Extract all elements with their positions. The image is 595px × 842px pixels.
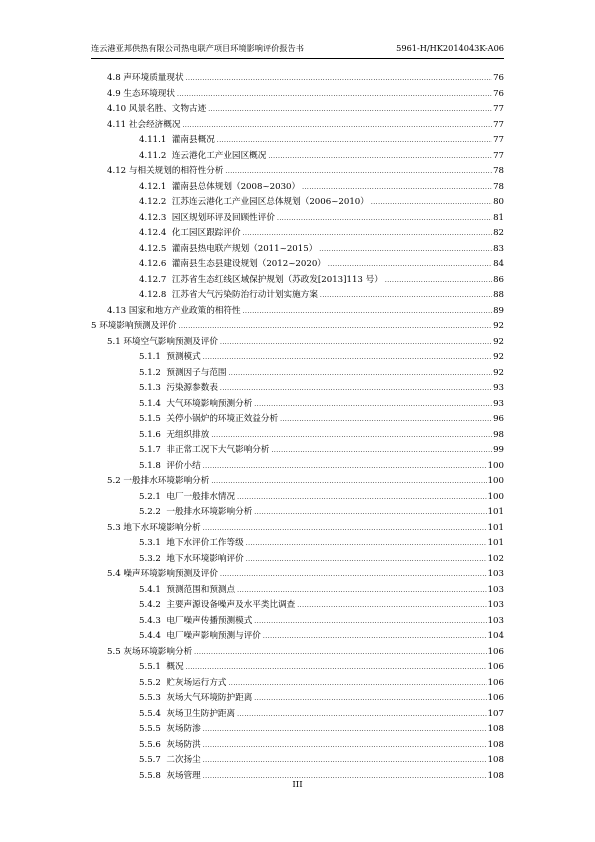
toc-leader-dots — [280, 412, 492, 428]
toc-entry-title — [139, 211, 276, 227]
toc-entry-title — [107, 645, 193, 661]
toc-entry-page: 100 — [487, 460, 504, 471]
toc-entry-label: 化工园区跟踪评价 — [171, 228, 241, 238]
toc-entry-page: 103 — [487, 584, 504, 595]
toc-leader-dots — [246, 536, 487, 552]
toc-entry-title — [139, 273, 384, 289]
toc-leader-dots — [302, 180, 492, 196]
toc-entry-number: 4.10 — [107, 104, 127, 114]
toc-entry-number: 5.5.7 — [139, 755, 161, 765]
toc-entry-number: 5.5.3 — [139, 693, 161, 703]
toc-entry[interactable] — [91, 629, 504, 645]
toc-entry-label: 贮灰场运行方式 — [166, 677, 227, 688]
header-report-title: 连云港亚邦供热有限公司热电联产项目环境影响评价报告书 — [91, 43, 304, 53]
toc-entry-page: 108 — [487, 770, 504, 781]
toc-entry[interactable] — [91, 71, 504, 87]
toc-entry-page: 82 — [493, 228, 504, 238]
toc-entry-label: 一般排水环境影响分析 — [166, 507, 253, 517]
toc-entry-label: 风景名胜、文物古迹 — [128, 104, 207, 114]
toc-entry-number: 4.12.6 — [139, 259, 167, 269]
toc-entry-label: 灰场防洪 — [166, 739, 201, 750]
toc-entry-page: 77 — [493, 119, 504, 130]
toc-entry-title — [139, 583, 236, 599]
toc-leader-dots — [217, 133, 492, 149]
toc-entry-number: 5.1.4 — [139, 398, 161, 409]
toc-entry-title — [139, 180, 301, 196]
toc-entry[interactable] — [91, 753, 504, 769]
toc-entry-label: 主要声源设备噪声及水平类比调查 — [166, 600, 296, 610]
toc-leader-dots — [211, 474, 486, 490]
toc-leader-dots — [271, 443, 492, 459]
toc-entry-number: 4.12.8 — [139, 290, 167, 300]
toc-entry-number: 5.1.1 — [139, 352, 161, 362]
toc-entry-page: 103 — [487, 600, 504, 610]
toc-entry-title — [139, 722, 202, 738]
toc-entry-label: 社会经济概况 — [128, 119, 181, 130]
toc-entry-label: 预测因子与范围 — [166, 367, 227, 378]
toc-entry-title — [139, 536, 245, 552]
toc-entry-number: 5.5 — [107, 646, 121, 657]
toc-entry-title — [139, 288, 319, 304]
toc-entry[interactable] — [91, 691, 504, 707]
toc-entry-label: 预测模式 — [166, 352, 201, 362]
toc-entry-title — [139, 133, 216, 149]
toc-entry-number: 4.12.1 — [139, 181, 167, 192]
toc-leader-dots — [237, 490, 486, 506]
toc-entry-page: 81 — [493, 212, 504, 223]
toc-entry[interactable] — [91, 102, 504, 118]
toc-entry[interactable] — [91, 614, 504, 630]
toc-entry-page: 103 — [487, 615, 504, 626]
toc-entry[interactable] — [91, 490, 504, 506]
toc-entry[interactable] — [91, 304, 504, 320]
toc-entry-title — [139, 660, 185, 676]
toc-entry[interactable] — [91, 273, 504, 289]
toc-entry-title — [107, 567, 219, 583]
toc-entry-title — [139, 707, 236, 723]
toc-entry-number: 5.3.2 — [139, 553, 161, 564]
toc-entry-title — [139, 614, 253, 630]
toc-entry-title — [107, 118, 181, 134]
toc-entry-number: 5.4 — [107, 569, 121, 579]
toc-leader-dots — [177, 87, 492, 103]
toc-entry-title — [139, 598, 296, 614]
header-rule — [91, 58, 504, 59]
toc-entry-title — [91, 319, 178, 335]
toc-entry-title — [139, 691, 253, 707]
toc-leader-dots — [371, 195, 492, 211]
toc-entry-page: 83 — [493, 243, 504, 254]
toc-entry-page: 78 — [493, 166, 504, 176]
toc-leader-dots — [186, 660, 487, 676]
toc-entry-label: 二次扬尘 — [166, 755, 201, 765]
toc-leader-dots — [229, 676, 487, 692]
toc-entry-number: 5.1.2 — [139, 367, 161, 378]
toc-entry-number: 5.1 — [107, 336, 121, 347]
toc-leader-dots — [211, 428, 492, 444]
toc-entry-number: 4.9 — [107, 88, 121, 99]
toc-entry-page: 108 — [487, 739, 504, 750]
toc-entry[interactable] — [91, 722, 504, 738]
toc-entry-label: 地下水环境影响分析 — [123, 522, 201, 533]
toc-entry-page: 100 — [487, 491, 504, 502]
toc-entry[interactable] — [91, 381, 504, 397]
toc-entry-label: 灰场防渗 — [166, 724, 201, 734]
toc-entry-number: 5.1.8 — [139, 460, 161, 471]
toc-leader-dots — [203, 722, 487, 738]
toc-leader-dots — [229, 366, 493, 382]
toc-entry-title — [139, 552, 245, 568]
toc-entry-number: 4.11.1 — [139, 135, 167, 145]
toc-entry-number: 4.12 — [107, 166, 127, 176]
toc-entry-number: 5.4.1 — [139, 584, 161, 595]
toc-entry-label: 江苏省大气污染防治行动计划实施方案 — [171, 290, 318, 300]
toc-entry-label: 灌南县概况 — [171, 135, 215, 145]
toc-leader-dots — [297, 598, 486, 614]
toc-leader-dots — [203, 753, 487, 769]
toc-entry[interactable] — [91, 87, 504, 103]
toc-entry-number: 4.12.2 — [139, 197, 167, 207]
toc-entry-number: 5.4.2 — [139, 600, 161, 610]
toc-entry-label: 噪声环境影响预测及评价 — [123, 569, 218, 579]
toc-entry-page: 106 — [487, 662, 504, 672]
toc-entry-number: 4.8 — [107, 73, 121, 83]
toc-entry[interactable] — [91, 598, 504, 614]
toc-entry-title — [139, 149, 267, 165]
toc-entry-number: 5.4.4 — [139, 631, 161, 641]
toc-entry-label: 声环境质量现状 — [123, 73, 184, 83]
toc-entry-page: 108 — [487, 755, 504, 765]
toc-leader-dots — [237, 707, 486, 723]
toc-entry-page: 92 — [493, 367, 504, 378]
table-of-contents — [91, 71, 504, 784]
toc-entry-page: 77 — [493, 135, 504, 145]
toc-entry-page: 106 — [487, 677, 504, 688]
toc-entry-number: 5.2.1 — [139, 491, 161, 502]
toc-leader-dots — [220, 335, 492, 351]
toc-entry-title — [139, 242, 318, 258]
toc-leader-dots — [263, 629, 487, 645]
toc-entry-number: 5.5.2 — [139, 677, 161, 688]
toc-leader-dots — [268, 149, 492, 165]
toc-entry-page: 102 — [487, 553, 504, 564]
toc-entry[interactable] — [91, 180, 504, 196]
toc-entry-page: 93 — [493, 398, 504, 409]
toc-entry-number: 5.3 — [107, 522, 121, 533]
toc-entry-title — [139, 459, 202, 475]
toc-entry-page: 101 — [487, 507, 504, 517]
toc-entry-title — [139, 397, 253, 413]
toc-entry[interactable] — [91, 211, 504, 227]
toc-entry-title — [139, 753, 202, 769]
toc-leader-dots — [254, 691, 486, 707]
toc-entry-page: 106 — [487, 646, 504, 657]
toc-entry[interactable] — [91, 288, 504, 304]
toc-entry-title — [139, 738, 202, 754]
toc-entry-page: 98 — [493, 429, 504, 440]
toc-entry[interactable] — [91, 660, 504, 676]
toc-entry-page: 88 — [493, 290, 504, 300]
toc-entry-page: 92 — [493, 352, 504, 362]
toc-leader-dots — [225, 164, 492, 180]
toc-entry-number: 5.5.8 — [139, 770, 161, 781]
toc-entry-title — [107, 87, 176, 103]
toc-entry-label: 电厂一般排水情况 — [166, 491, 236, 502]
toc-entry-page: 103 — [487, 569, 504, 579]
toc-entry-label: 环境影响预测及评价 — [99, 321, 177, 331]
toc-entry[interactable] — [91, 226, 504, 242]
toc-entry[interactable] — [91, 335, 504, 351]
toc-entry-number: 5.1.6 — [139, 429, 161, 440]
toc-entry-label: 灌南县热电联产规划（2011~2015） — [171, 243, 318, 254]
toc-entry-title — [139, 366, 228, 382]
toc-entry-number: 5.5.5 — [139, 724, 161, 734]
toc-entry-number: 4.12.5 — [139, 243, 167, 254]
toc-entry-title — [107, 335, 219, 351]
toc-entry[interactable] — [91, 707, 504, 723]
toc-entry[interactable] — [91, 319, 504, 335]
toc-entry-label: 灰场管理 — [166, 770, 201, 781]
toc-leader-dots — [320, 288, 492, 304]
toc-entry[interactable] — [91, 257, 504, 273]
toc-entry-title — [139, 629, 262, 645]
toc-entry[interactable] — [91, 133, 504, 149]
toc-entry-number: 4.13 — [107, 305, 127, 316]
toc-entry-page: 107 — [487, 708, 504, 719]
toc-entry-label: 无组织排放 — [166, 429, 210, 440]
toc-leader-dots — [203, 459, 487, 475]
toc-entry[interactable] — [91, 164, 504, 180]
toc-entry-page: 99 — [493, 445, 504, 455]
toc-entry-label: 地下水环境影响评价 — [166, 553, 244, 564]
toc-leader-dots — [203, 350, 492, 366]
toc-entry[interactable] — [91, 350, 504, 366]
toc-entry-number: 5.2 — [107, 476, 121, 486]
toc-entry-page: 104 — [487, 631, 504, 641]
toc-leader-dots — [385, 273, 492, 289]
toc-entry[interactable] — [91, 474, 504, 490]
toc-entry-title — [107, 304, 242, 320]
toc-entry-page: 78 — [493, 181, 504, 192]
toc-leader-dots — [179, 319, 493, 335]
toc-entry-title — [107, 102, 207, 118]
toc-entry-page: 92 — [493, 321, 504, 331]
toc-entry-title — [139, 257, 327, 273]
toc-entry-number: 4.12.4 — [139, 228, 167, 238]
toc-entry-page: 80 — [493, 197, 504, 207]
page-number: III — [292, 780, 303, 790]
toc-entry[interactable] — [91, 536, 504, 552]
toc-entry[interactable] — [91, 443, 504, 459]
toc-entry-number: 4.11 — [107, 119, 127, 130]
toc-entry-page: 76 — [493, 73, 504, 83]
toc-entry-label: 概况 — [166, 662, 184, 672]
toc-entry-label: 地下水评价工作等级 — [166, 538, 244, 548]
toc-leader-dots — [254, 505, 486, 521]
toc-entry-number: 5.1.7 — [139, 445, 161, 455]
toc-entry-title — [139, 381, 219, 397]
toc-entry-label: 非正常工况下大气影响分析 — [166, 445, 270, 455]
toc-entry-page: 77 — [493, 150, 504, 161]
toc-entry-number: 4.12.3 — [139, 212, 167, 223]
toc-entry-label: 电厂噪声影响预测与评价 — [166, 631, 261, 641]
toc-entry-title — [139, 195, 370, 211]
toc-entry-page: 92 — [493, 336, 504, 347]
toc-entry-title — [107, 474, 210, 490]
toc-entry-label: 连云港化工产业园区概况 — [171, 150, 267, 161]
toc-leader-dots — [243, 226, 492, 242]
toc-leader-dots — [186, 71, 492, 87]
toc-leader-dots — [243, 304, 492, 320]
toc-entry-title — [139, 350, 202, 366]
toc-entry-label: 污染源参数表 — [166, 383, 218, 393]
toc-entry[interactable] — [91, 505, 504, 521]
toc-entry-label: 灌南县总体规划（2008~2030） — [171, 181, 301, 192]
toc-entry-label: 与相关规划的相符性分析 — [128, 166, 224, 176]
toc-entry-page: 84 — [493, 259, 504, 269]
toc-entry-title — [139, 412, 279, 428]
toc-entry-page: 89 — [493, 305, 504, 316]
toc-entry-number: 5.1.5 — [139, 414, 161, 424]
toc-entry[interactable] — [91, 583, 504, 599]
toc-entry[interactable] — [91, 428, 504, 444]
toc-leader-dots — [246, 552, 487, 568]
header-report-code: 5961-H/HK2014043K-A06 — [396, 43, 504, 53]
toc-entry-title — [107, 71, 185, 87]
toc-entry[interactable] — [91, 366, 504, 382]
toc-entry-label: 电厂噪声传播预测模式 — [166, 615, 253, 626]
toc-entry-title — [139, 676, 228, 692]
toc-entry[interactable] — [91, 397, 504, 413]
toc-entry-label: 江苏省生态红线区域保护规划（苏政发[2013]113 号） — [171, 274, 383, 285]
toc-entry[interactable] — [91, 195, 504, 211]
toc-leader-dots — [220, 567, 487, 583]
toc-entry-page: 93 — [493, 383, 504, 393]
toc-entry-title — [139, 443, 270, 459]
toc-leader-dots — [203, 521, 487, 537]
toc-entry-page: 101 — [487, 522, 504, 533]
toc-entry-label: 灰场环境影响分析 — [123, 646, 193, 657]
toc-entry-number: 5.1.3 — [139, 383, 161, 393]
toc-entry-label: 灰场大气环境防护距离 — [166, 693, 253, 703]
toc-entry-label: 评价小结 — [166, 460, 201, 471]
toc-entry-label: 预测范围和预测点 — [166, 584, 236, 595]
toc-entry[interactable] — [91, 459, 504, 475]
toc-leader-dots — [277, 211, 492, 227]
toc-leader-dots — [237, 583, 486, 599]
toc-leader-dots — [220, 381, 492, 397]
toc-entry-title — [139, 428, 210, 444]
toc-entry-page: 106 — [487, 693, 504, 703]
toc-entry-page: 101 — [487, 538, 504, 548]
toc-entry-number: 5.5.1 — [139, 662, 161, 672]
toc-entry-page: 108 — [487, 724, 504, 734]
toc-entry-label: 大气环境影响预测分析 — [166, 398, 253, 409]
toc-entry-number: 5 — [91, 321, 97, 331]
toc-leader-dots — [328, 257, 492, 273]
toc-entry-label: 国家和地方产业政策的相符性 — [128, 305, 241, 316]
toc-leader-dots — [254, 614, 486, 630]
toc-leader-dots — [203, 738, 487, 754]
toc-entry-title — [139, 490, 236, 506]
toc-entry[interactable] — [91, 242, 504, 258]
toc-entry-number: 4.11.2 — [139, 150, 167, 161]
toc-entry-number: 5.5.6 — [139, 739, 161, 750]
toc-leader-dots — [319, 242, 492, 258]
toc-entry-number: 5.5.4 — [139, 708, 161, 719]
toc-entry[interactable] — [91, 738, 504, 754]
toc-entry[interactable] — [91, 552, 504, 568]
toc-entry-page: 77 — [493, 104, 504, 114]
toc-leader-dots — [194, 645, 486, 661]
toc-entry-title — [139, 226, 242, 242]
toc-entry-label: 生态环境现状 — [123, 88, 175, 99]
toc-entry-label: 江苏连云港化工产业园区总体规划（2006~2010） — [171, 197, 369, 207]
toc-entry[interactable] — [91, 412, 504, 428]
toc-entry-page: 76 — [493, 88, 504, 99]
toc-entry[interactable] — [91, 645, 504, 661]
toc-entry-number: 5.4.3 — [139, 615, 161, 626]
toc-leader-dots — [254, 397, 492, 413]
toc-entry-label: 关停小锅炉的环境正效益分析 — [166, 414, 279, 424]
toc-entry-page: 96 — [493, 414, 504, 424]
toc-entry-number: 4.12.7 — [139, 274, 167, 285]
toc-entry-title — [139, 505, 253, 521]
toc-entry-title — [107, 164, 224, 180]
toc-entry-number: 5.3.1 — [139, 538, 161, 548]
toc-entry-label: 灰场卫生防护距离 — [166, 708, 236, 719]
toc-entry-page: 100 — [487, 476, 504, 486]
toc-entry[interactable] — [91, 676, 504, 692]
toc-entry-label: 灌南县生态县建设规划（2012~2020） — [171, 259, 326, 269]
toc-entry-page: 86 — [493, 274, 504, 285]
toc-entry-label: 环境空气影响预测及评价 — [123, 336, 218, 347]
toc-entry-label: 一般排水环境影响分析 — [123, 476, 210, 486]
toc-entry-label: 园区规划环评及回顾性评价 — [171, 212, 275, 223]
toc-entry[interactable] — [91, 118, 504, 134]
toc-entry[interactable] — [91, 149, 504, 165]
toc-entry[interactable] — [91, 521, 504, 537]
toc-entry-number: 5.2.2 — [139, 507, 161, 517]
toc-entry[interactable] — [91, 567, 504, 583]
toc-entry-title — [107, 521, 202, 537]
toc-leader-dots — [208, 102, 492, 118]
running-header — [91, 43, 504, 57]
toc-leader-dots — [182, 118, 492, 134]
